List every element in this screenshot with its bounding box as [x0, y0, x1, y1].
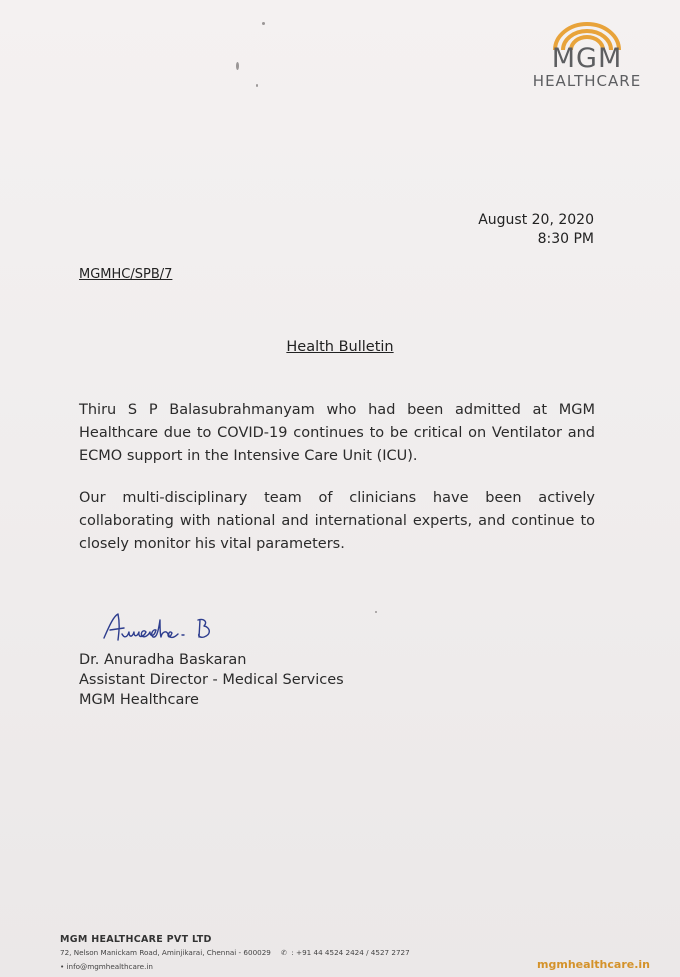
footer-address-line	[60, 948, 410, 957]
paper-speck	[256, 84, 258, 87]
letter-time: 8:30 PM	[537, 231, 594, 247]
signatory-block	[79, 650, 344, 710]
signatory-designation: Assistant Director - Medical Services	[79, 672, 344, 688]
bulletin-paragraph-2: Our multi-disciplinary team of clinicians have been actively collaborating with national and international experts, and continue to closely monitor his vital parameters.	[79, 490, 595, 552]
paper-speck	[262, 22, 265, 25]
logo-subtitle: HEALTHCARE	[532, 72, 642, 90]
paper-speck	[375, 611, 377, 613]
phone-icon: ✆	[281, 949, 288, 957]
signatory-organization: MGM Healthcare	[79, 692, 199, 708]
page-title: Health Bulletin	[286, 339, 394, 355]
letter-date: August 20, 2020	[478, 212, 594, 228]
footer-email: • info@mgmhealthcare.in	[60, 962, 153, 971]
reference-number: MGMHC/SPB/7	[79, 267, 173, 282]
footer-company-name: MGM HEALTHCARE PVT LTD	[60, 934, 212, 945]
handwritten-signature	[100, 610, 225, 652]
mgm-healthcare-logo	[522, 22, 652, 90]
footer-phone: : +91 44 4524 2424 / 4527 2727	[291, 948, 410, 957]
bulletin-paragraph-1: Thiru S P Balasubrahmanyam who had been admitted at MGM Healthcare due to COVID-19 continues to be critical on Ventilator and ECMO support in the Intensive Care Unit (ICU).	[79, 402, 595, 464]
logo-brand: MGM	[551, 43, 623, 74]
letter-datetime	[478, 211, 594, 249]
signatory-name: Dr. Anuradha Baskaran	[79, 652, 247, 668]
footer-website-link[interactable]: mgmhealthcare.in	[537, 958, 650, 971]
paper-speck	[236, 62, 239, 70]
footer-address: 72, Nelson Manickam Road, Aminjikarai, Chennai - 600029	[60, 948, 271, 957]
